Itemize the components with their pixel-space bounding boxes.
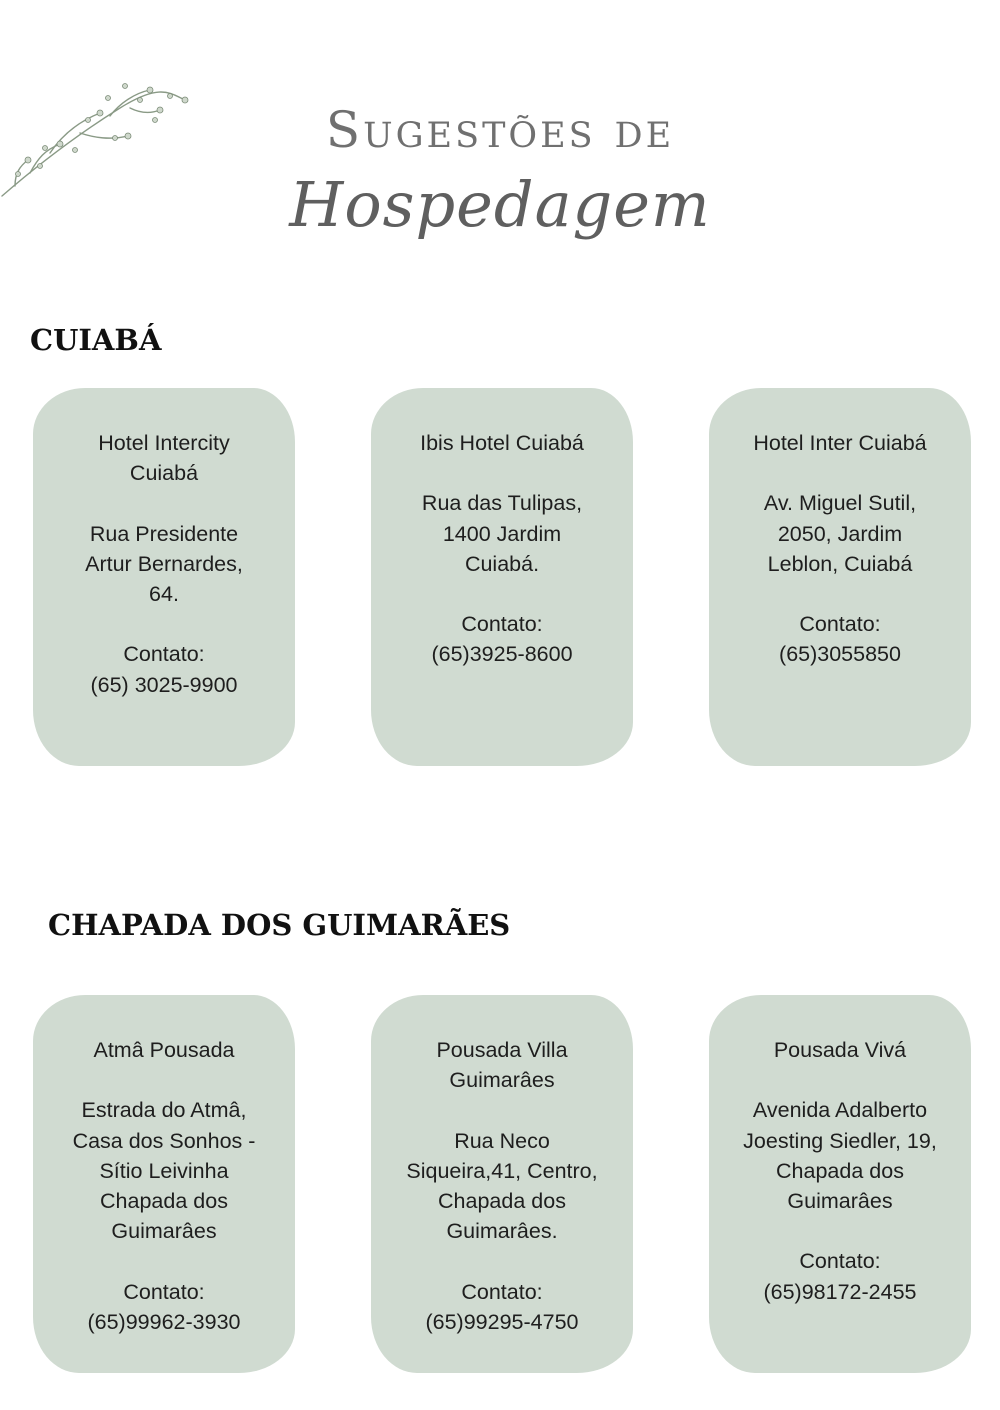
hotel-card-text <box>397 1035 607 1337</box>
contact-label: Contato: <box>799 612 881 637</box>
hotel-address: 1400 Jardim <box>442 521 562 546</box>
hotel-address: Joesting Siedler, 19, <box>743 1128 937 1153</box>
hotel-name: Guimarâes <box>449 1068 555 1093</box>
hotel-address: Rua das Tulipas, <box>421 491 583 516</box>
contact-phone: (65)99962-3930 <box>87 1309 241 1334</box>
hotel-address: Sítio Leivinha <box>99 1158 229 1183</box>
hotel-address: Casa dos Sonhos - <box>72 1128 256 1153</box>
contact-phone: (65)98172-2455 <box>763 1279 917 1304</box>
hotel-name: Pousada Vivá <box>773 1038 907 1062</box>
hotel-address: Rua Presidente <box>89 521 239 546</box>
hotel-card <box>371 995 633 1373</box>
hotel-card <box>709 995 971 1373</box>
hotel-name: Hotel Inter Cuiabá <box>753 431 927 455</box>
contact-label: Contato: <box>799 1249 881 1274</box>
hotel-address: Chapada dos <box>776 1158 904 1183</box>
page-title-script: Hospedagem <box>289 168 711 241</box>
contact-label: Contato: <box>461 612 543 637</box>
contact-label: Contato: <box>461 1279 543 1304</box>
contact-label: Contato: <box>123 1279 205 1304</box>
hotel-address: Guimarâes <box>787 1189 893 1213</box>
contact-label: Contato: <box>123 642 205 667</box>
hotel-card <box>709 388 971 766</box>
page-title: Sugestões de <box>325 101 675 159</box>
hotel-address: Guimarâes <box>111 1219 217 1244</box>
hotel-name: Pousada Villa <box>436 1038 568 1062</box>
hotel-address: Av. Miguel Sutil, <box>763 491 917 516</box>
hotel-address: Chapada dos <box>438 1189 566 1213</box>
hotel-card-text <box>59 1035 269 1337</box>
hotel-address: Cuiabá. <box>464 551 540 576</box>
hotel-name: Ibis Hotel Cuiabá <box>420 431 584 455</box>
contact-phone: (65)3925-8600 <box>431 642 573 667</box>
contact-phone: (65) 3025-9900 <box>90 672 238 697</box>
hotel-card <box>371 388 633 766</box>
hotel-address: Guimarâes. <box>446 1219 558 1244</box>
contact-phone: (65)99295-4750 <box>425 1309 579 1334</box>
hotel-address: Rua Neco <box>454 1128 550 1153</box>
hotel-address: Chapada dos <box>100 1189 228 1213</box>
hotel-name: Cuiabá <box>129 461 199 486</box>
hotel-address: Leblon, Cuiabá <box>767 551 913 576</box>
hotel-card-text <box>735 1035 945 1307</box>
hotel-card <box>33 388 295 766</box>
hotel-card-text <box>59 428 269 700</box>
hotel-card <box>33 995 295 1373</box>
hotel-name: Hotel Intercity <box>98 431 230 455</box>
hotel-address: Estrada do Atmâ, <box>81 1098 247 1123</box>
section-title-cuiaba: CUIABÁ <box>30 323 162 357</box>
hotel-card-text <box>735 428 945 670</box>
hotel-card-text <box>397 428 607 670</box>
hotel-name: Atmâ Pousada <box>93 1038 235 1062</box>
hotel-address: Avenida Adalberto <box>752 1098 928 1123</box>
hotel-address: Artur Bernardes, <box>85 551 243 576</box>
section-title-chapada: CHAPADA DOS GUIMARÃES <box>48 908 511 942</box>
hotel-address: Siqueira,41, Centro, <box>406 1158 598 1183</box>
hotel-address: 64. <box>149 582 179 606</box>
hotel-address: 2050, Jardim <box>777 521 903 546</box>
contact-phone: (65)3055850 <box>779 642 901 667</box>
